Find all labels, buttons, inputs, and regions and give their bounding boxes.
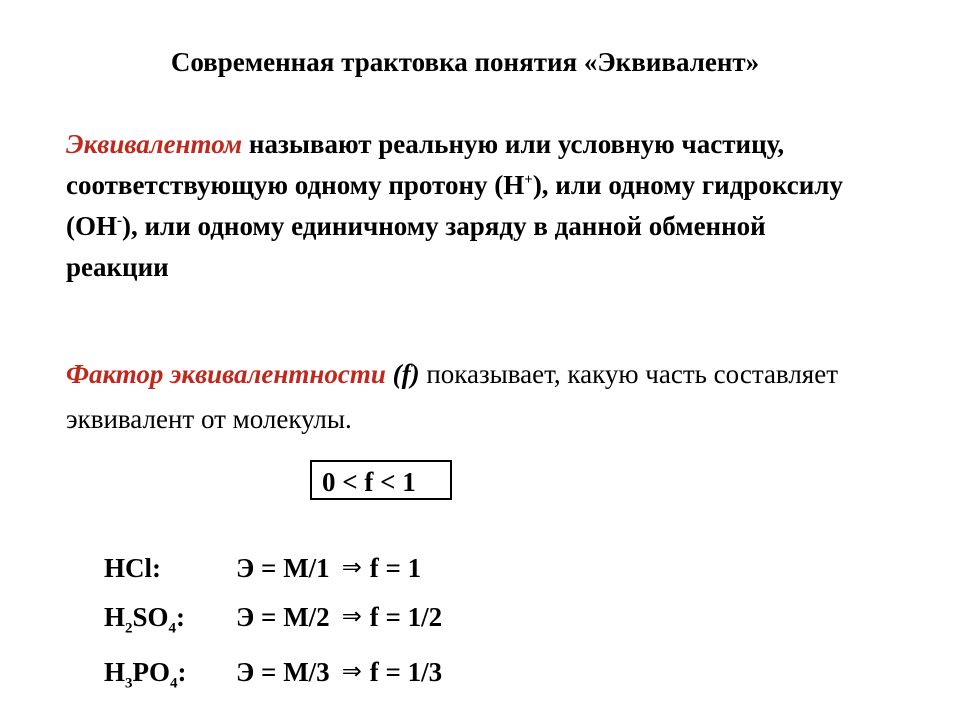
formula-part: HCl: bbox=[104, 553, 161, 583]
formula-part: H bbox=[104, 657, 126, 687]
definition-text-1: называют реальную или условную частицу, соответствующую одному протону (Н bbox=[66, 129, 785, 200]
formula-part: SO bbox=[132, 602, 169, 632]
factor-symbol: (f) bbox=[385, 359, 420, 389]
implies-arrow-icon: ⇒ bbox=[341, 602, 362, 630]
slide-title: Современная трактовка понятия «Эквивалент» bbox=[170, 47, 760, 77]
definition-text-3: ), или одному единичному заряду в данной обменной реакции bbox=[66, 211, 766, 282]
equivalent-expression: Э = M/2 bbox=[236, 602, 330, 632]
factor-text: показывает, какую часть составляет эквивалент от молекулы. bbox=[66, 359, 839, 434]
factor-result: f = 1 bbox=[369, 553, 422, 583]
hydroxyl-charge: - bbox=[117, 213, 122, 229]
factor-result: f = 1/2 bbox=[369, 602, 443, 632]
formula-part: H bbox=[104, 602, 126, 632]
proton-charge: + bbox=[524, 172, 533, 188]
formula-part: : bbox=[176, 602, 186, 632]
equivalent-expression: Э = M/3 bbox=[236, 657, 330, 687]
formula-subscript: 4 bbox=[168, 620, 177, 637]
range-box: 0 < f < 1 bbox=[310, 460, 452, 500]
definition-paragraph bbox=[66, 124, 856, 288]
definition-term: Эквивалентом bbox=[66, 129, 243, 159]
equivalent-expression: Э = M/1 bbox=[236, 553, 330, 583]
factor-term: Фактор эквивалентности bbox=[66, 359, 386, 389]
factor-result: f = 1/3 bbox=[369, 657, 443, 687]
formula-subscript: 3 bbox=[125, 675, 133, 692]
formula bbox=[104, 602, 186, 637]
formula-part: : bbox=[177, 657, 187, 687]
equation bbox=[236, 602, 442, 633]
equation bbox=[236, 553, 421, 584]
equation bbox=[236, 657, 442, 688]
definition-text-2: ), или одному гидроксилу (ОН bbox=[66, 170, 843, 241]
implies-arrow-icon: ⇒ bbox=[341, 657, 362, 685]
implies-arrow-icon: ⇒ bbox=[341, 553, 362, 581]
factor-paragraph bbox=[66, 352, 886, 442]
formula-part: PO bbox=[132, 657, 171, 687]
formula-subscript: 4 bbox=[170, 675, 178, 692]
formula bbox=[104, 553, 161, 584]
formula bbox=[104, 657, 187, 692]
formula-subscript: 2 bbox=[125, 620, 133, 637]
